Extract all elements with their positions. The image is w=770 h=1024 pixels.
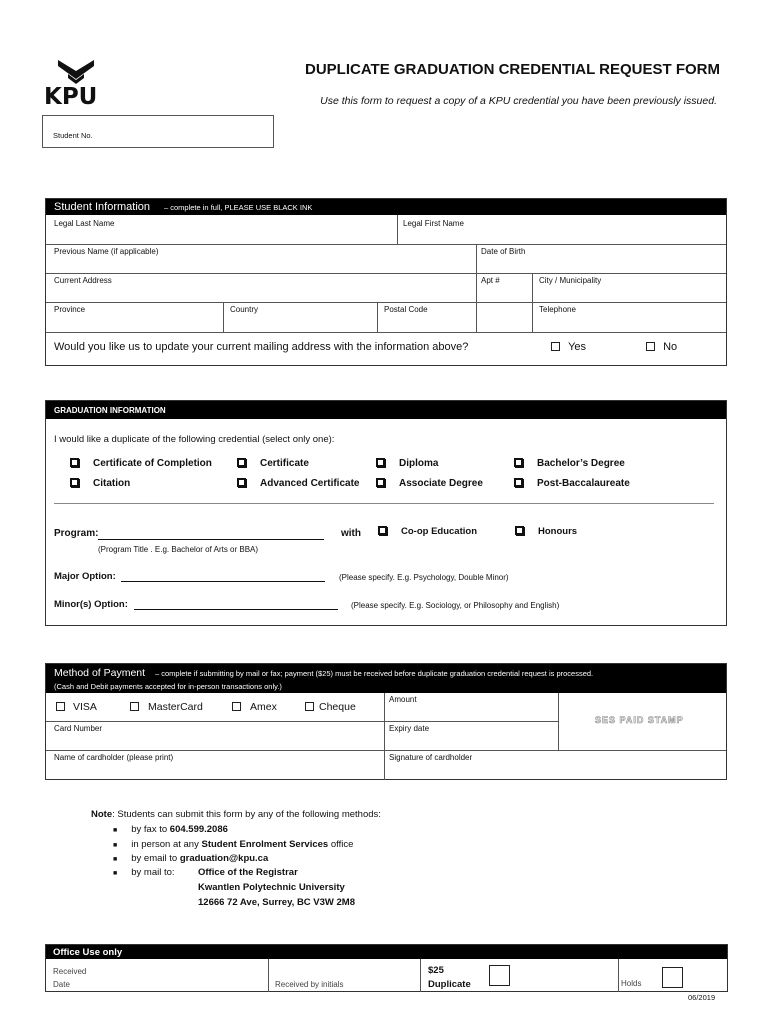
amount-field[interactable]: Amount (389, 695, 417, 704)
coop-label: Co-op Education (401, 526, 477, 537)
province-field[interactable]: Province (54, 305, 86, 314)
major-hint: (Please specify. E.g. Psychology, Double Minor) (339, 573, 509, 582)
update-no-option[interactable] (646, 341, 677, 353)
holds-label: Holds (621, 979, 642, 988)
option-bachelors-degree[interactable] (514, 458, 625, 469)
option-certificate[interactable] (237, 458, 309, 469)
mastercard-label: MasterCard (148, 701, 203, 713)
form-version: 06/2019 (688, 993, 716, 1002)
option-checkbox[interactable] (376, 458, 385, 467)
holds-checkbox[interactable] (662, 967, 683, 988)
option-checkbox[interactable] (70, 458, 79, 467)
expiry-field[interactable]: Expiry date (389, 724, 430, 733)
payment-heading-note: – complete if submitting by mail or fax; payment ($25) must be received before duplicate graduation credential request is processed. (155, 669, 594, 678)
option-diploma[interactable] (376, 458, 438, 469)
student-info-heading-note: – complete in full, PLEASE USE BLACK INK (164, 203, 313, 212)
option-checkbox[interactable] (237, 478, 246, 487)
mail-line-1: Office of the Registrar (198, 867, 298, 878)
note-text: : Students can submit this form by any of the following methods: (112, 809, 381, 820)
with-label: with (341, 528, 361, 539)
note-label: Note (91, 809, 113, 820)
country-field[interactable]: Country (230, 305, 259, 314)
update-address-question: Would you like us to update your current mailing address with the information above? (54, 341, 469, 353)
honours-checkbox[interactable] (515, 526, 524, 535)
amex-option[interactable] (232, 701, 277, 713)
apt-field[interactable]: Apt # (481, 276, 500, 285)
option-label: Bachelor’s Degree (537, 458, 625, 469)
note-fax: ■ by fax to 604.599.2086 (113, 824, 228, 835)
logo-text: KPU (44, 84, 98, 110)
telephone-field[interactable]: Telephone (539, 305, 576, 314)
program-input[interactable] (98, 539, 324, 540)
mail-line-2: Kwantlen Polytechnic University (198, 882, 345, 893)
option-label: Certificate (260, 458, 309, 469)
note-email: ■ by email to graduation@kpu.ca (113, 853, 269, 864)
option-label: Citation (93, 478, 131, 489)
program-hint: (Program Title . E.g. Bachelor of Arts or BBA) (98, 545, 259, 554)
amex-checkbox[interactable] (232, 702, 241, 711)
option-checkbox[interactable] (514, 458, 523, 467)
cardholder-name-field[interactable]: Name of cardholder (please print) (54, 753, 174, 762)
option-post-baccalaureate[interactable] (514, 478, 630, 489)
fax-number: 604.599.2086 (169, 824, 228, 835)
date-of-birth-field[interactable]: Date of Birth (481, 247, 526, 256)
credential-intro: I would like a duplicate of the following credential (select only one): (54, 434, 335, 445)
payment-section (45, 663, 727, 780)
minor-input[interactable] (134, 609, 338, 610)
office-heading: Office Use only (53, 947, 123, 958)
fax-prefix: by fax to (131, 824, 170, 835)
kpu-logo (44, 58, 104, 110)
note-mail: ■ by mail to: (113, 867, 175, 878)
note-person: ■ in person at any Student Enrolment Services office (113, 839, 354, 850)
visa-option[interactable] (56, 701, 97, 713)
option-checkbox[interactable] (237, 458, 246, 467)
option-label: Diploma (399, 458, 439, 469)
current-address-field[interactable]: Current Address (54, 276, 112, 285)
option-label: Associate Degree (399, 478, 483, 489)
no-label: No (663, 341, 678, 353)
duplicate-checkbox[interactable] (489, 965, 510, 986)
option-coop[interactable] (378, 526, 477, 537)
cheque-label: Cheque (319, 701, 356, 713)
option-label: Post-Baccalaureate (537, 478, 630, 489)
honours-label: Honours (538, 526, 578, 537)
graduation-header (46, 401, 726, 419)
postal-code-field[interactable]: Postal Code (384, 305, 428, 314)
major-label: Major Option: (54, 571, 116, 582)
mail-prefix: by mail to: (131, 867, 175, 878)
student-info-section (45, 198, 727, 366)
graduation-heading: GRADUATION INFORMATION (54, 406, 166, 415)
legal-last-name-field[interactable]: Legal Last Name (54, 219, 115, 228)
cheque-checkbox[interactable] (305, 702, 314, 711)
fee-label: $25 (428, 965, 444, 976)
option-honours[interactable] (515, 526, 577, 537)
option-certificate-of-completion[interactable] (70, 458, 212, 469)
option-checkbox[interactable] (514, 478, 523, 487)
update-yes-option[interactable] (551, 341, 586, 353)
option-label: Certificate of Completion (93, 458, 212, 469)
person-suffix: office (328, 839, 354, 850)
graduation-info-section (45, 400, 727, 626)
email-link[interactable]: graduation@kpu.ca (179, 853, 269, 864)
student-no-label: Student No. (53, 131, 93, 140)
duplicate-label: Duplicate (428, 979, 471, 990)
card-number-field[interactable]: Card Number (54, 724, 103, 733)
person-prefix: in person at any (131, 839, 202, 850)
option-checkbox[interactable] (376, 478, 385, 487)
coop-checkbox[interactable] (378, 526, 387, 535)
previous-name-field[interactable]: Previous Name (if applicable) (54, 247, 159, 256)
received-by-label: Received by initials (275, 980, 344, 989)
payment-heading: Method of Payment (54, 667, 146, 679)
page-title: DUPLICATE GRADUATION CREDENTIAL REQUEST FORM (305, 61, 720, 78)
mail-line-3: 12666 72 Ave, Surrey, BC V3W 2M8 (198, 897, 356, 908)
no-checkbox[interactable] (646, 342, 655, 351)
payment-heading-note2: (Cash and Debit payments accepted for in-person transactions only.) (54, 682, 282, 691)
option-associate-degree[interactable] (376, 478, 483, 489)
option-citation[interactable] (70, 478, 130, 489)
minor-label: Minor(s) Option: (54, 599, 128, 610)
option-advanced-certificate[interactable] (237, 478, 359, 489)
person-bold: Student Enrolment Services (201, 839, 329, 850)
kpu-logo-mark-icon (56, 58, 96, 84)
mastercard-option[interactable] (130, 701, 203, 713)
page-subtitle: Use this form to request a copy of a KPU credential you have been previously issued. (320, 95, 717, 107)
minor-hint: (Please specify. E.g. Sociology, or Philosophy and English) (351, 601, 560, 610)
ses-paid-stamp: SES PAID STAMP (595, 715, 684, 725)
office-header (46, 945, 727, 959)
received-label: Received (53, 967, 87, 976)
amex-label: Amex (250, 701, 277, 713)
program-label: Program: (54, 528, 99, 539)
legal-first-name-field[interactable]: Legal First Name (403, 219, 464, 228)
payment-header (46, 664, 726, 693)
visa-label: VISA (73, 701, 97, 713)
visa-checkbox[interactable] (56, 702, 65, 711)
signature-field[interactable]: Signature of cardholder (389, 753, 473, 762)
office-use-section (45, 944, 728, 992)
major-input[interactable] (121, 581, 325, 582)
option-label: Advanced Certificate (260, 478, 360, 489)
student-info-heading: Student Information (54, 201, 151, 213)
student-no-field[interactable] (42, 115, 274, 148)
student-info-header (46, 199, 726, 215)
note-line (91, 809, 381, 820)
email-prefix: by email to (131, 853, 180, 864)
yes-checkbox[interactable] (551, 342, 560, 351)
date-label: Date (53, 980, 70, 989)
city-field[interactable]: City / Municipality (539, 276, 602, 285)
cheque-option[interactable] (305, 701, 356, 713)
yes-label: Yes (568, 341, 587, 353)
mastercard-checkbox[interactable] (130, 702, 139, 711)
option-checkbox[interactable] (70, 478, 79, 487)
